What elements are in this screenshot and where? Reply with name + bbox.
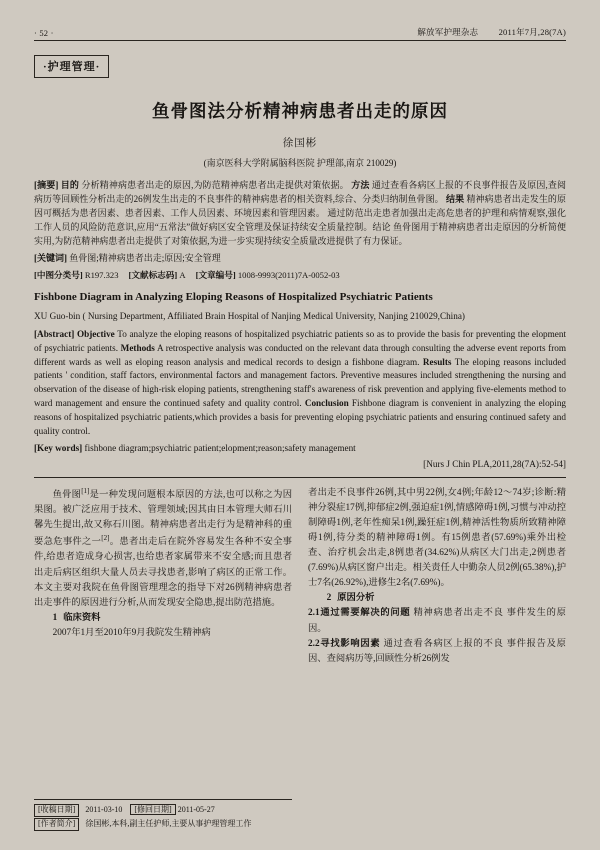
author-bio-label: [作者简介] [34,818,79,831]
english-keywords [34,442,566,456]
results-text: 精神病患者出走发生的原因可概括为患者因素、患者因素、工作人员因素、环境因素和管理因素。 [34,193,566,218]
en-conclusion-text: Fishbone diagram is convenient in analyzing the eloping reasons of hospitalized psychiatric patients,which provides a basis for preventing eloping psychiatric patients and ensuring continued safety and quality control. [34,397,567,436]
cn-class-label: [中图分类号] [34,270,83,281]
subsection-title-2-2: 寻找影响因素 [319,638,381,649]
en-methods-text: A retrospective analysis was conducted on the relevant data through consulting the adverse event reports from different wards as well as eloping reason analysis and medical records to design a fishbone diagram. [34,342,567,367]
subsection-2-2 [308,637,566,667]
subsection-number-2-1: 2.1 [308,608,320,619]
section-title: 临床资料 [63,612,101,623]
received-date-label: [收稿日期] [34,804,79,817]
english-title: Fishbone Diagram in Analyzing Eloping Reasons of Hospitalized Psychiatric Patients [34,291,433,304]
subsection-title-2-1: 通过需要解决的问题 [319,608,411,619]
running-head [34,26,566,41]
subsection-text-2-2: 通过查看各病区上报的不良 [383,638,504,649]
divider [34,477,566,478]
keywords-label: [关键词] [34,252,67,263]
doc-code-value: A [179,270,186,281]
classification-row [34,269,566,281]
subsection-text-2-1: 精神病患者出走不良 [413,608,504,619]
received-date-value [85,804,292,817]
received-date: 2011-03-10 [85,805,123,815]
en-objective-label: Objective [76,328,115,339]
article-title: 鱼骨图法分析精神病患者出走的原因 [152,101,448,121]
author-affiliation: (南京医科大学附属脑科医院 护理部,南京 210029) [203,158,397,168]
en-keywords-label: [Key words] [34,443,83,454]
section-number-2: 2 [326,593,332,604]
article-author: 徐国彬 [282,138,318,149]
keywords-text: 鱼骨图;精神病患者出走;原因;安全管理 [69,252,221,263]
article-id [196,269,340,281]
section-kind-label: ·护理管理· [34,55,109,78]
footnote-dates [34,804,292,817]
methods-text: 通过查看各病区上报的不良事件报告及原因,查阅病历等回顾性分析出走的26例发生出走的不良事件的精神病患者的相关资料,综合、分类归纳制鱼骨图。 [34,180,566,204]
results-label: 结果 [446,193,465,204]
methods-label: 方法 [351,180,370,190]
section-heading-2 [308,591,566,606]
body-columns [34,486,566,667]
citation-line: [Nurs J Chin PLA,2011,28(7A):52-54] [423,459,566,470]
en-abstract-label: [Abstract] [34,328,75,339]
paper-inner [34,26,566,832]
chinese-keywords [34,252,566,266]
footnote-author-bio [34,818,292,831]
subsection-2-1 [308,606,566,636]
right-column [308,486,566,667]
english-abstract [34,328,566,438]
section-title-2: 原因分析 [337,593,375,604]
en-objective-text: To analyze the eloping reasons of hospitalized psychiatric patients so as to provide the basis for preventing the elopment of psychiatric patients. [34,328,567,353]
cn-class-number [34,269,119,281]
en-methods-label: Methods [120,342,155,353]
subsection-text-2-2-cont: 事件报告及原因、查阅病历等,回顾性分析26例发 [308,638,566,664]
doc-code-label: [文献标志码] [128,270,178,281]
paragraph-clinical: 2007年1月至2010年9月我院发生精神病 [52,627,211,638]
journal-name: 解放军护理杂志 [417,27,479,37]
cn-class-value: R197.323 [84,270,119,281]
objective-text: 分析精神病患者出走的原因,为防范精神病患者出走提供对策依据。 [81,180,349,190]
section-heading-1 [34,611,292,626]
revised-date-label: [修回日期] [130,804,175,815]
abstract-label: [摘要] [34,180,59,190]
objective-label: 目的 [60,180,80,190]
chinese-abstract [34,179,566,249]
revised-date: 2011-05-27 [177,805,215,815]
left-column [34,486,292,667]
en-results-text: The eloping reasons included patients ' condition, staff factors, environmental factors and management factors. Preventive measures included strengthening the nursing and observation of the disease of high-risk eloping patients, strengthening staff's awareness of risk prevention and applying five-elements method to ward management and ensure the continued safety and quality control. [34,356,567,408]
conclusion-text: 通过防范出走患者加强出走高危患者的护理和病情观察,强化工作人员的风险防范意识,应用“五常法”做好病区安全管理及保证持续安全质量控制。结论 鱼骨图用于精神病患者出走原因的分析简便实用,为防范精神病患者出走提供了对策依据,为进一步实现持续安全质量改进提供了有力保证。 [34,207,566,246]
en-keywords-text: fishbone diagram;psychiatric patient;elopment;reason;safety management [84,443,356,454]
doc-code [129,269,186,281]
article-id-label: [文章编号] [195,270,236,281]
paragraph-sample: 者出走不良事件26例,其中男22例,女4例;年龄12～74岁;诊断:精神分裂症17例,抑郁症2例,强迫症1例,情感障碍1例,习惯与冲动控制障碍1例,老年性痴呆1例,躁狂症1例,精神活性物质所致精神障碍1例,待分类的精神障碍1例。有15例患者(57.69%)乘外出检查、治疗机会出走,8例患者(34.62%)从病区大门出走,2例患者(7.69%)从病区窗户出走。相关责任人中勤杂人员2例(65.38%),护士7名(26.92%),进修生2名(7.69%)。 [308,488,566,589]
journal-info [417,26,566,38]
article-id-value: 1008-9993(2011)7A-0052-03 [237,270,340,281]
author-bio-text: 徐国彬,本科,副主任护师,主要从事护理管理工作 [85,819,252,829]
section-number: 1 [52,612,58,623]
en-results-label: Results [422,356,452,367]
en-conclusion-label: Conclusion [304,397,349,408]
footnote-block [34,799,292,832]
english-author: XU Guo-bin ( Nursing Department, Affiliated Brain Hospital of Nanjing Medical University, Nanjing 210029,China) [34,310,465,321]
paragraph-intro: 鱼骨图[1]是一种发现问题根本原因的方法,也可以称之为因果图。被广泛应用于技术、管理领域;因其由日本管理大师石川馨先生提出,故又称石川图。精神病患者出走行为是精神科的重要急危事件之一[2]。患者出走后在院外容易发生各种不安全事件,给患者造成身心损害,也给患者家属带来不安全感;而且患者出走后病区组织大量人员去寻找患者,影响了病区的正常工作。本文主要对我院在鱼骨图管理理念的指导下对26例精神病患者出走事件的原因进行分析,从而发现安全隐患,提出防范措施。 [34,487,292,608]
subsection-text-2-1-cont: 事件发生的原因。 [308,608,566,634]
page-number: · 52 · [34,28,54,38]
subsection-number-2-2: 2.2 [308,638,320,649]
issue-info: 2011年7月,28(7A) [498,27,566,37]
